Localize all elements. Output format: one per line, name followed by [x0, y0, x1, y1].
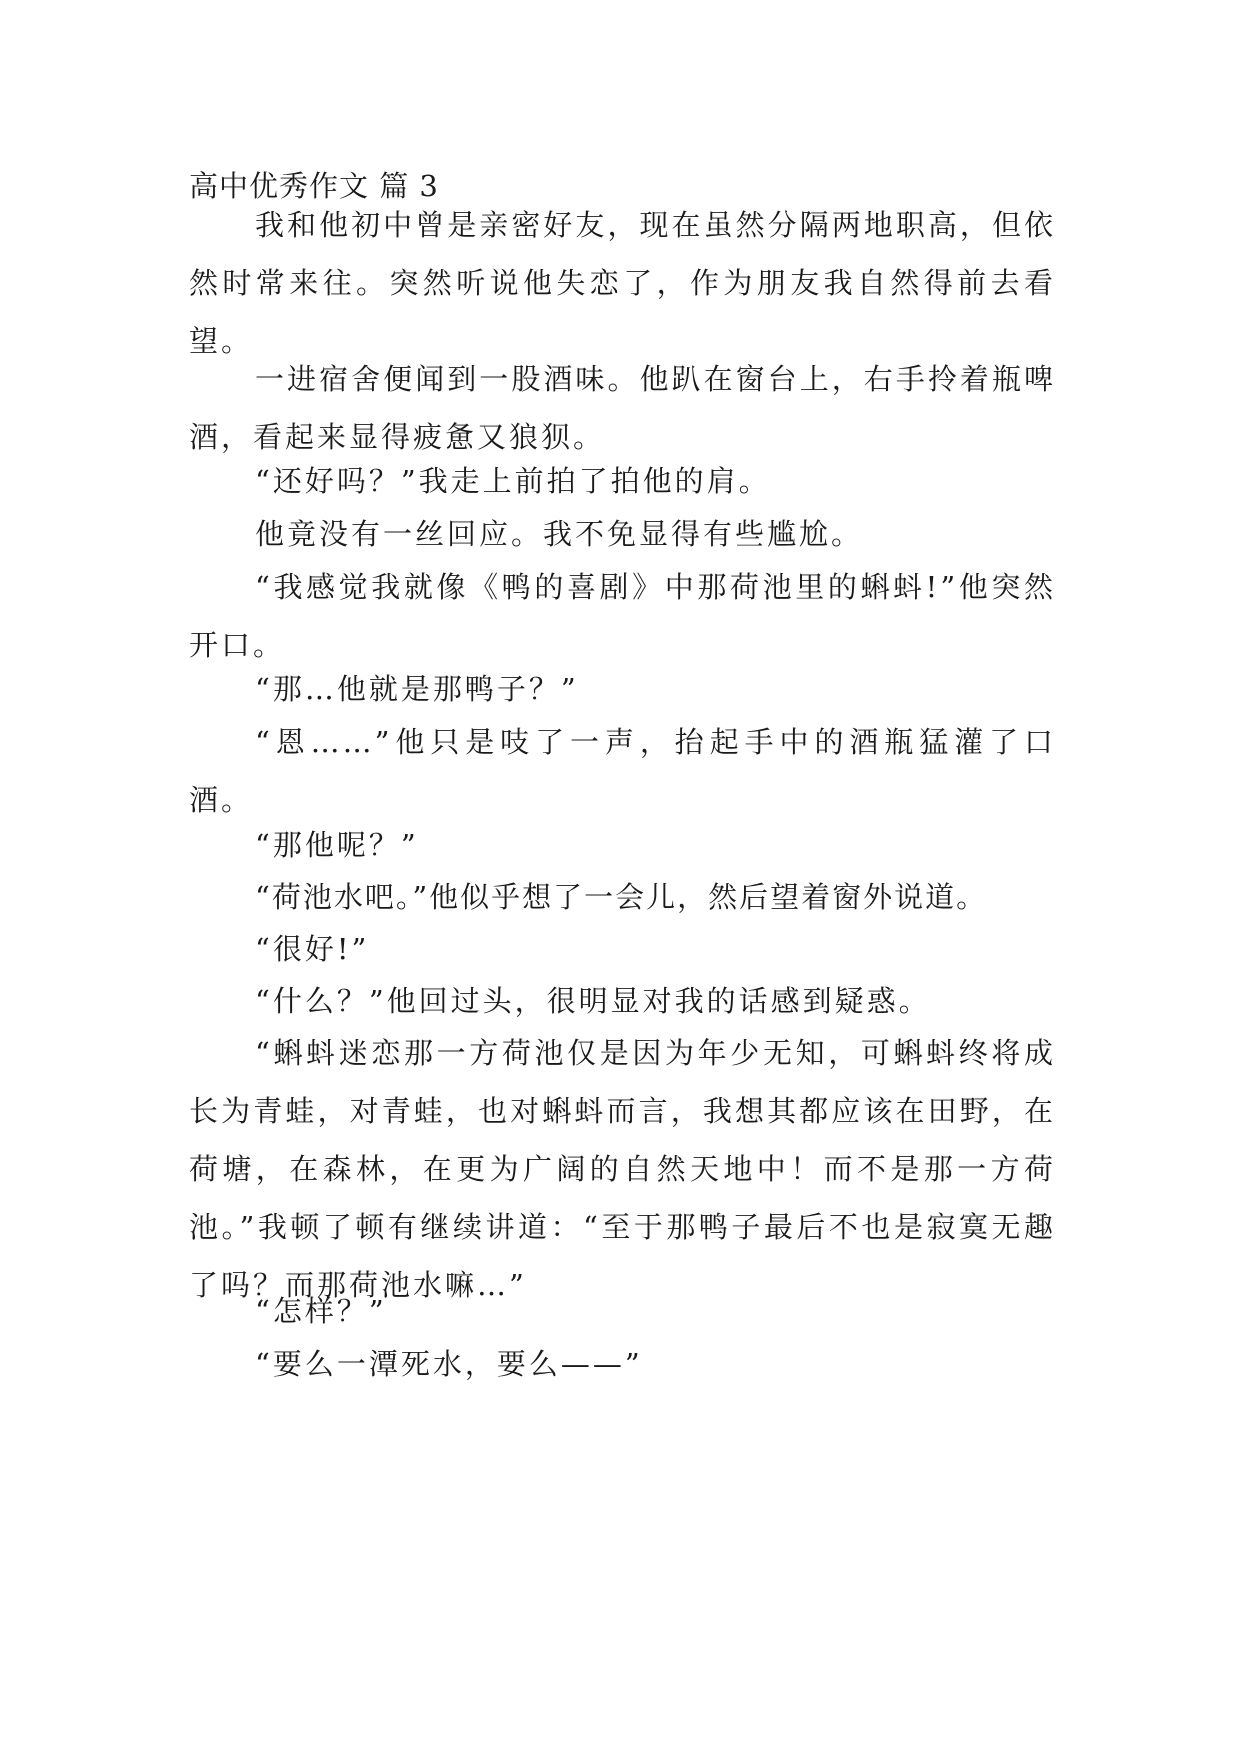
- paragraph-8: “那他呢？”: [255, 828, 419, 862]
- essay-title: 高中优秀作文 篇 3: [189, 169, 439, 203]
- paragraph-12: “蝌蚪迷恋那一方荷池仅是因为年少无知，可蝌蚪终将成长为青蛙，对青蛙，也对蝌蚪而言，我想其都应该在田野，在荷塘，在森林，在更为广阔的自然天地中！而不是那一方荷池。”我顿了顿有继续讲道：“至于那鸭子最后不也是寂寞无趣了吗？而那荷池水嘛…”: [189, 1036, 1056, 1302]
- paragraph-2: 一进宿舍便闻到一股酒味。他趴在窗台上，右手拎着瓶啤酒，看起来显得疲惫又狼狈。: [189, 362, 1056, 454]
- paragraph-6: “那…他就是那鸭子？”: [255, 672, 579, 706]
- paragraph-10: “很好!”: [255, 932, 370, 966]
- paragraph-7: “恩……”他只是吱了一声，抬起手中的酒瓶猛灌了口酒。: [189, 725, 1056, 817]
- paragraph-14: “要么一潭死水，要么——”: [255, 1347, 643, 1381]
- paragraph-3: “还好吗？”我走上前拍了拍他的肩。: [255, 464, 771, 498]
- paragraph-11: “什么？”他回过头，很明显对我的话感到疑惑。: [255, 984, 931, 1018]
- paragraph-1: 我和他初中曾是亲密好友，现在虽然分隔两地职高，但依然时常来往。突然听说他失恋了，作为朋友我自然得前去看望。: [189, 208, 1056, 358]
- paragraph-9: “荷池水吧。”他似乎想了一会儿，然后望着窗外说道。: [255, 880, 988, 914]
- paragraph-5: “我感觉我就像《鸭的喜剧》中那荷池里的蝌蚪!”他突然开口。: [189, 570, 1056, 662]
- paragraph-13: “怎样？”: [255, 1294, 387, 1328]
- paragraph-4: 他竟没有一丝回应。我不免显得有些尴尬。: [255, 517, 864, 551]
